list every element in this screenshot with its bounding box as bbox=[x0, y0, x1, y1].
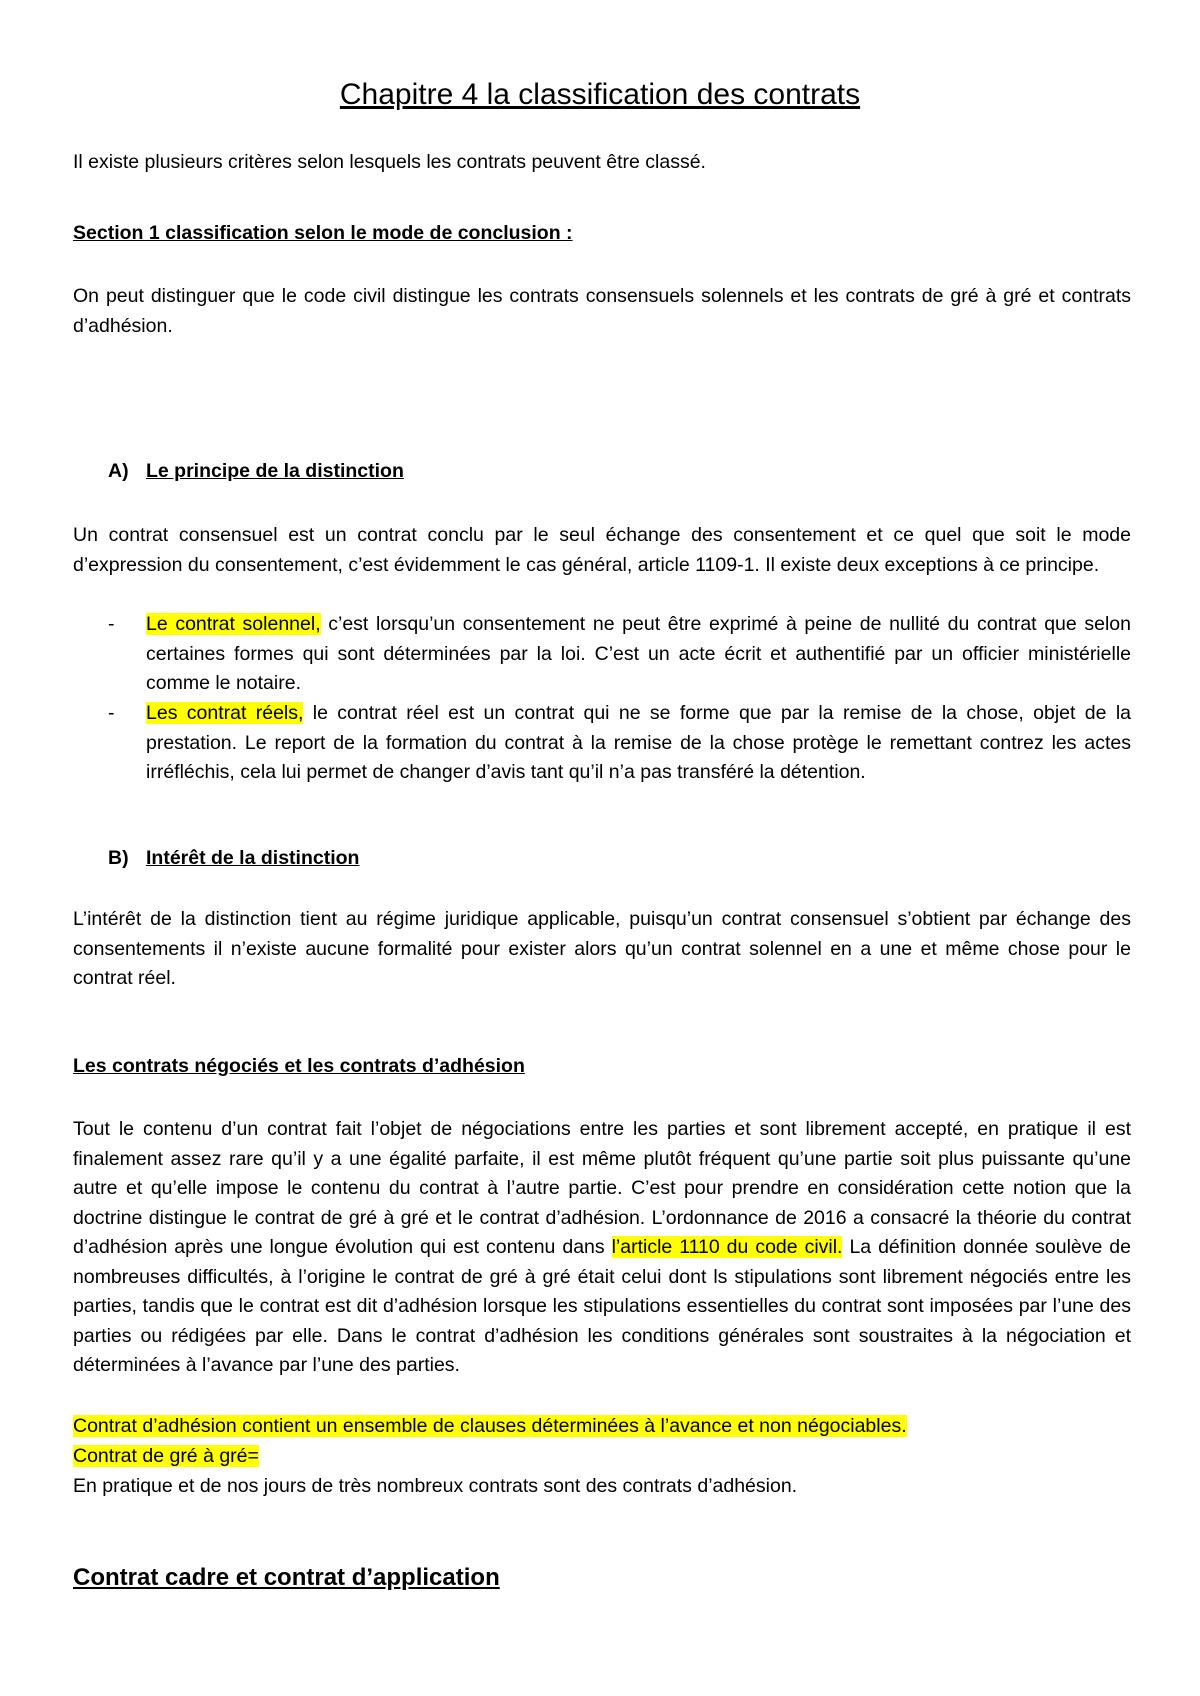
subsection-a-title: Le principe de la distinction bbox=[146, 460, 404, 482]
list-bullet: - bbox=[108, 613, 115, 635]
list-bullet: - bbox=[108, 702, 115, 724]
definition-gre-a-gre-text: Contrat de gré à gré= bbox=[73, 1445, 259, 1467]
section2-paragraph bbox=[73, 1115, 1131, 1381]
highlighted-term: Les contrat réels, bbox=[146, 702, 304, 724]
subsection-b-paragraph: L’intérêt de la distinction tient au régime juridique applicable, puisqu’un contrat consensuel s’obtient par échange des consentements il n’existe aucune formalité pour exister alors qu’un contrat solennel en a une et même chose pour le contrat réel. bbox=[73, 908, 1131, 989]
subsection-a-letter: A) bbox=[108, 460, 129, 482]
section1-heading: Section 1 classification selon le mode de conclusion : bbox=[73, 222, 573, 244]
list-item bbox=[108, 699, 1131, 788]
intro-paragraph: Il existe plusieurs critères selon lesquels les contrats peuvent être classé. bbox=[73, 151, 706, 173]
list-item-rest: le contrat réel est un contrat qui ne se forme que par la remise de la chose, objet de la prestation. Le report de la formation du contrat à la remise de la chose protège le remettant contrez les actes irréfléchis, cela lui permet de changer d’avis tant qu’il n’a pas transféré la détention. bbox=[146, 702, 1131, 783]
list-item-text bbox=[146, 699, 1131, 788]
section2-heading: Les contrats négociés et les contrats d’adhésion bbox=[73, 1055, 525, 1077]
section2-text-after: La définition donnée soulève de nombreuses difficultés, à l’origine le contrat de gré à gré était celui dont ls stipulations sont librement négociés entre les parties, tandis que le contrat est dit d’adhésion lorsque les stipulations essentielles du contrat sont imposées par l’une des parties ou rédigées par elle. Dans le contrat d’adhésion les conditions générales sont soustraites à la négociation et déterminées à l’avance par l’une des parties. bbox=[73, 1236, 1131, 1376]
list-item-rest: c’est lorsqu’un consentement ne peut être exprimé à peine de nullité du contrat que selon certaines formes qui sont déterminées par la loi. C’est un acte écrit et authentifié par un officier ministérielle comme le notaire. bbox=[146, 613, 1131, 694]
list-item bbox=[108, 610, 1131, 699]
subsection-a-paragraph: Un contrat consensuel est un contrat conclu par le seul échange des consentement et ce quel que soit le mode d’expression du consentement, c’est évidemment le cas général, article 1109-1. Il existe deux exceptions à ce principe. bbox=[73, 524, 1131, 576]
page-title: Chapitre 4 la classification des contrats bbox=[339, 78, 861, 111]
section2-text-before: Tout le contenu d’un contrat fait l’objet de négociations entre les parties et sont librement accepté, en pratique il est finalement assez rare qu’il y a une égalité parfaite, il est même plutôt fréquent qu’une partie soit plus puissante qu’une autre et qu’elle impose le contenu du contrat à l’autre partie. C’est pour prendre en considération cette notion que la doctrine distingue le contrat de gré à gré et le contrat d’adhésion. L’ordonnance de 2016 a consacré la théorie du contrat d’adhésion après une longue évolution qui est contenu dans bbox=[73, 1118, 1131, 1258]
highlighted-term: Le contrat solennel, bbox=[146, 613, 321, 635]
section3-heading: Contrat cadre et contrat d’application bbox=[73, 1564, 500, 1591]
subsection-b-title: Intérêt de la distinction bbox=[146, 847, 360, 869]
definition-adhesion bbox=[73, 1412, 907, 1442]
section1-paragraph: On peut distinguer que le code civil distingue les contrats consensuels solennels et les contrats de gré à gré et contrats d’adhésion. bbox=[73, 285, 1131, 337]
definition-adhesion-text: Contrat d’adhésion contient un ensemble de clauses déterminées à l’avance et non négociables. bbox=[73, 1415, 907, 1437]
list-item-text bbox=[146, 610, 1131, 699]
closing-paragraph: En pratique et de nos jours de très nombreux contrats sont des contrats d’adhésion. bbox=[73, 1475, 798, 1497]
definition-gre-a-gre bbox=[73, 1442, 259, 1472]
article-reference-highlight: l’article 1110 du code civil. bbox=[611, 1236, 843, 1258]
subsection-a-heading bbox=[108, 460, 404, 483]
subsection-b-letter: B) bbox=[108, 847, 129, 869]
subsection-b-heading bbox=[108, 847, 359, 870]
